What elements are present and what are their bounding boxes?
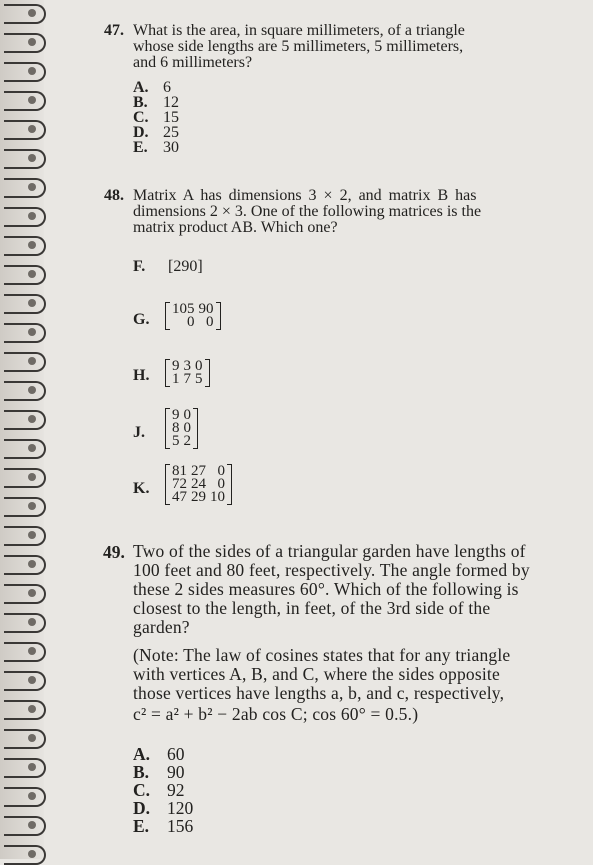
q47-choice-a[interactable] [133,80,171,95]
q49-line-2: 100 feet and 80 feet, respectively. The angle formed by [133,560,530,580]
q49-choice-e[interactable] [133,818,193,835]
choice-value: 92 [167,780,185,800]
choice-label: D. [133,798,151,818]
q48-choice-f-matrix: [290] [168,258,203,275]
q48-number: 48. [104,187,124,204]
matrix-cell: 0 [183,420,191,436]
q47-line-1: What is the area, in square millimeters, of a triangle [133,22,465,39]
q48-choice-k-label[interactable]: K. [133,480,150,497]
q48-choice-j-matrix [165,408,198,449]
q49-line-5: garden? [133,617,190,637]
matrix-cell: 1 [172,371,180,387]
q48-line-2: dimensions 2 × 3. One of the following matrices is the [133,203,482,220]
q49-line-3: these 2 sides measures 60°. Which of the following is [133,579,519,599]
q48-choice-j-label[interactable]: J. [133,424,145,441]
choice-value: 90 [167,762,185,782]
matrix-cell: 9 [172,358,180,374]
q48-choice-f-label[interactable]: F. [133,258,146,275]
matrix-cell: 81 [172,463,187,479]
q49-note-line-3: those vertices have lengths a, b, and c, respectively, [133,683,505,703]
q49-choice-b[interactable] [133,764,185,781]
matrix-cell: 29 [191,489,206,505]
q48-choice-g-matrix [165,302,221,330]
choice-label: E. [133,816,150,836]
matrix-cell: 27 [191,463,206,479]
q49-note-line-4: c² = a² + b² − 2ab cos C; cos 60° = 0.5.) [133,704,419,724]
matrix-cell: 0 [206,314,214,330]
matrix-cell: 72 [172,476,187,492]
choice-value: 30 [163,139,179,156]
choice-label: E. [133,139,148,156]
q49-note-line-1: (Note: The law of cosines states that for any triangle [133,645,511,665]
q49-line-1: Two of the sides of a triangular garden have lengths of [133,541,526,561]
q48-choice-h-label[interactable]: H. [133,367,150,384]
q47-line-2: whose side lengths are 5 millimeters, 5 millimeters, [133,38,464,55]
choice-label: B. [133,94,148,111]
matrix-cell: 0 [195,358,203,374]
choice-label: D. [133,124,149,141]
matrix-cell: 3 [183,358,191,374]
choice-label: A. [133,79,149,96]
matrix-cell: 9 [172,407,180,423]
choice-label: A. [133,744,151,764]
q49-line-4: closest to the length, in feet, of the 3rd side of the [133,598,491,618]
matrix-cell: 90 [198,301,214,317]
matrix-cell: 7 [183,371,191,387]
q48-choice-g-label[interactable]: G. [133,311,150,328]
matrix-cell: 0 [187,314,195,330]
matrix-cell: 24 [191,476,206,492]
matrix-cell: 0 [217,476,225,492]
matrix-cell: 47 [172,489,187,505]
q49-number: 49. [103,542,125,562]
choice-value: 6 [163,79,171,96]
matrix-cell: 0 [183,407,191,423]
q47-number: 47. [104,22,124,39]
choice-label: B. [133,762,150,782]
q48-line-1: Matrix A has dimensions 3 × 2, and matrix B has [133,187,477,204]
matrix-cell: 5 [195,371,203,387]
q49-note-line-2: with vertices A, B, and C, where the sides opposite [133,664,500,684]
matrix-cell: 8 [172,420,180,436]
choice-value: 60 [167,744,185,764]
q47-choice-d[interactable] [133,125,179,140]
choice-label: C. [133,780,151,800]
q49-choice-d[interactable] [133,800,193,817]
q48-choice-k-matrix [165,464,232,505]
matrix-cell: 2 [183,433,191,449]
q49-choice-a[interactable] [133,746,185,763]
matrix-cell: 10 [210,489,225,505]
matrix-cell: 0 [217,463,225,479]
choice-value: 156 [167,816,194,836]
matrix-cell: 5 [172,433,180,449]
q47-choice-e[interactable] [133,140,179,155]
matrix-cell: 105 [172,301,195,317]
q47-line-3: and 6 millimeters? [133,54,253,71]
q48-choice-h-matrix [165,359,210,387]
choice-label: C. [133,109,149,126]
q47-choice-c[interactable] [133,110,179,125]
q48-line-3: matrix product AB. Which one? [133,219,338,236]
q49-choice-c[interactable] [133,782,185,799]
choice-value: 12 [163,94,179,111]
choice-value: 25 [163,124,179,141]
choice-value: 15 [163,109,179,126]
q47-choice-b[interactable] [133,95,179,110]
choice-value: 120 [167,798,194,818]
